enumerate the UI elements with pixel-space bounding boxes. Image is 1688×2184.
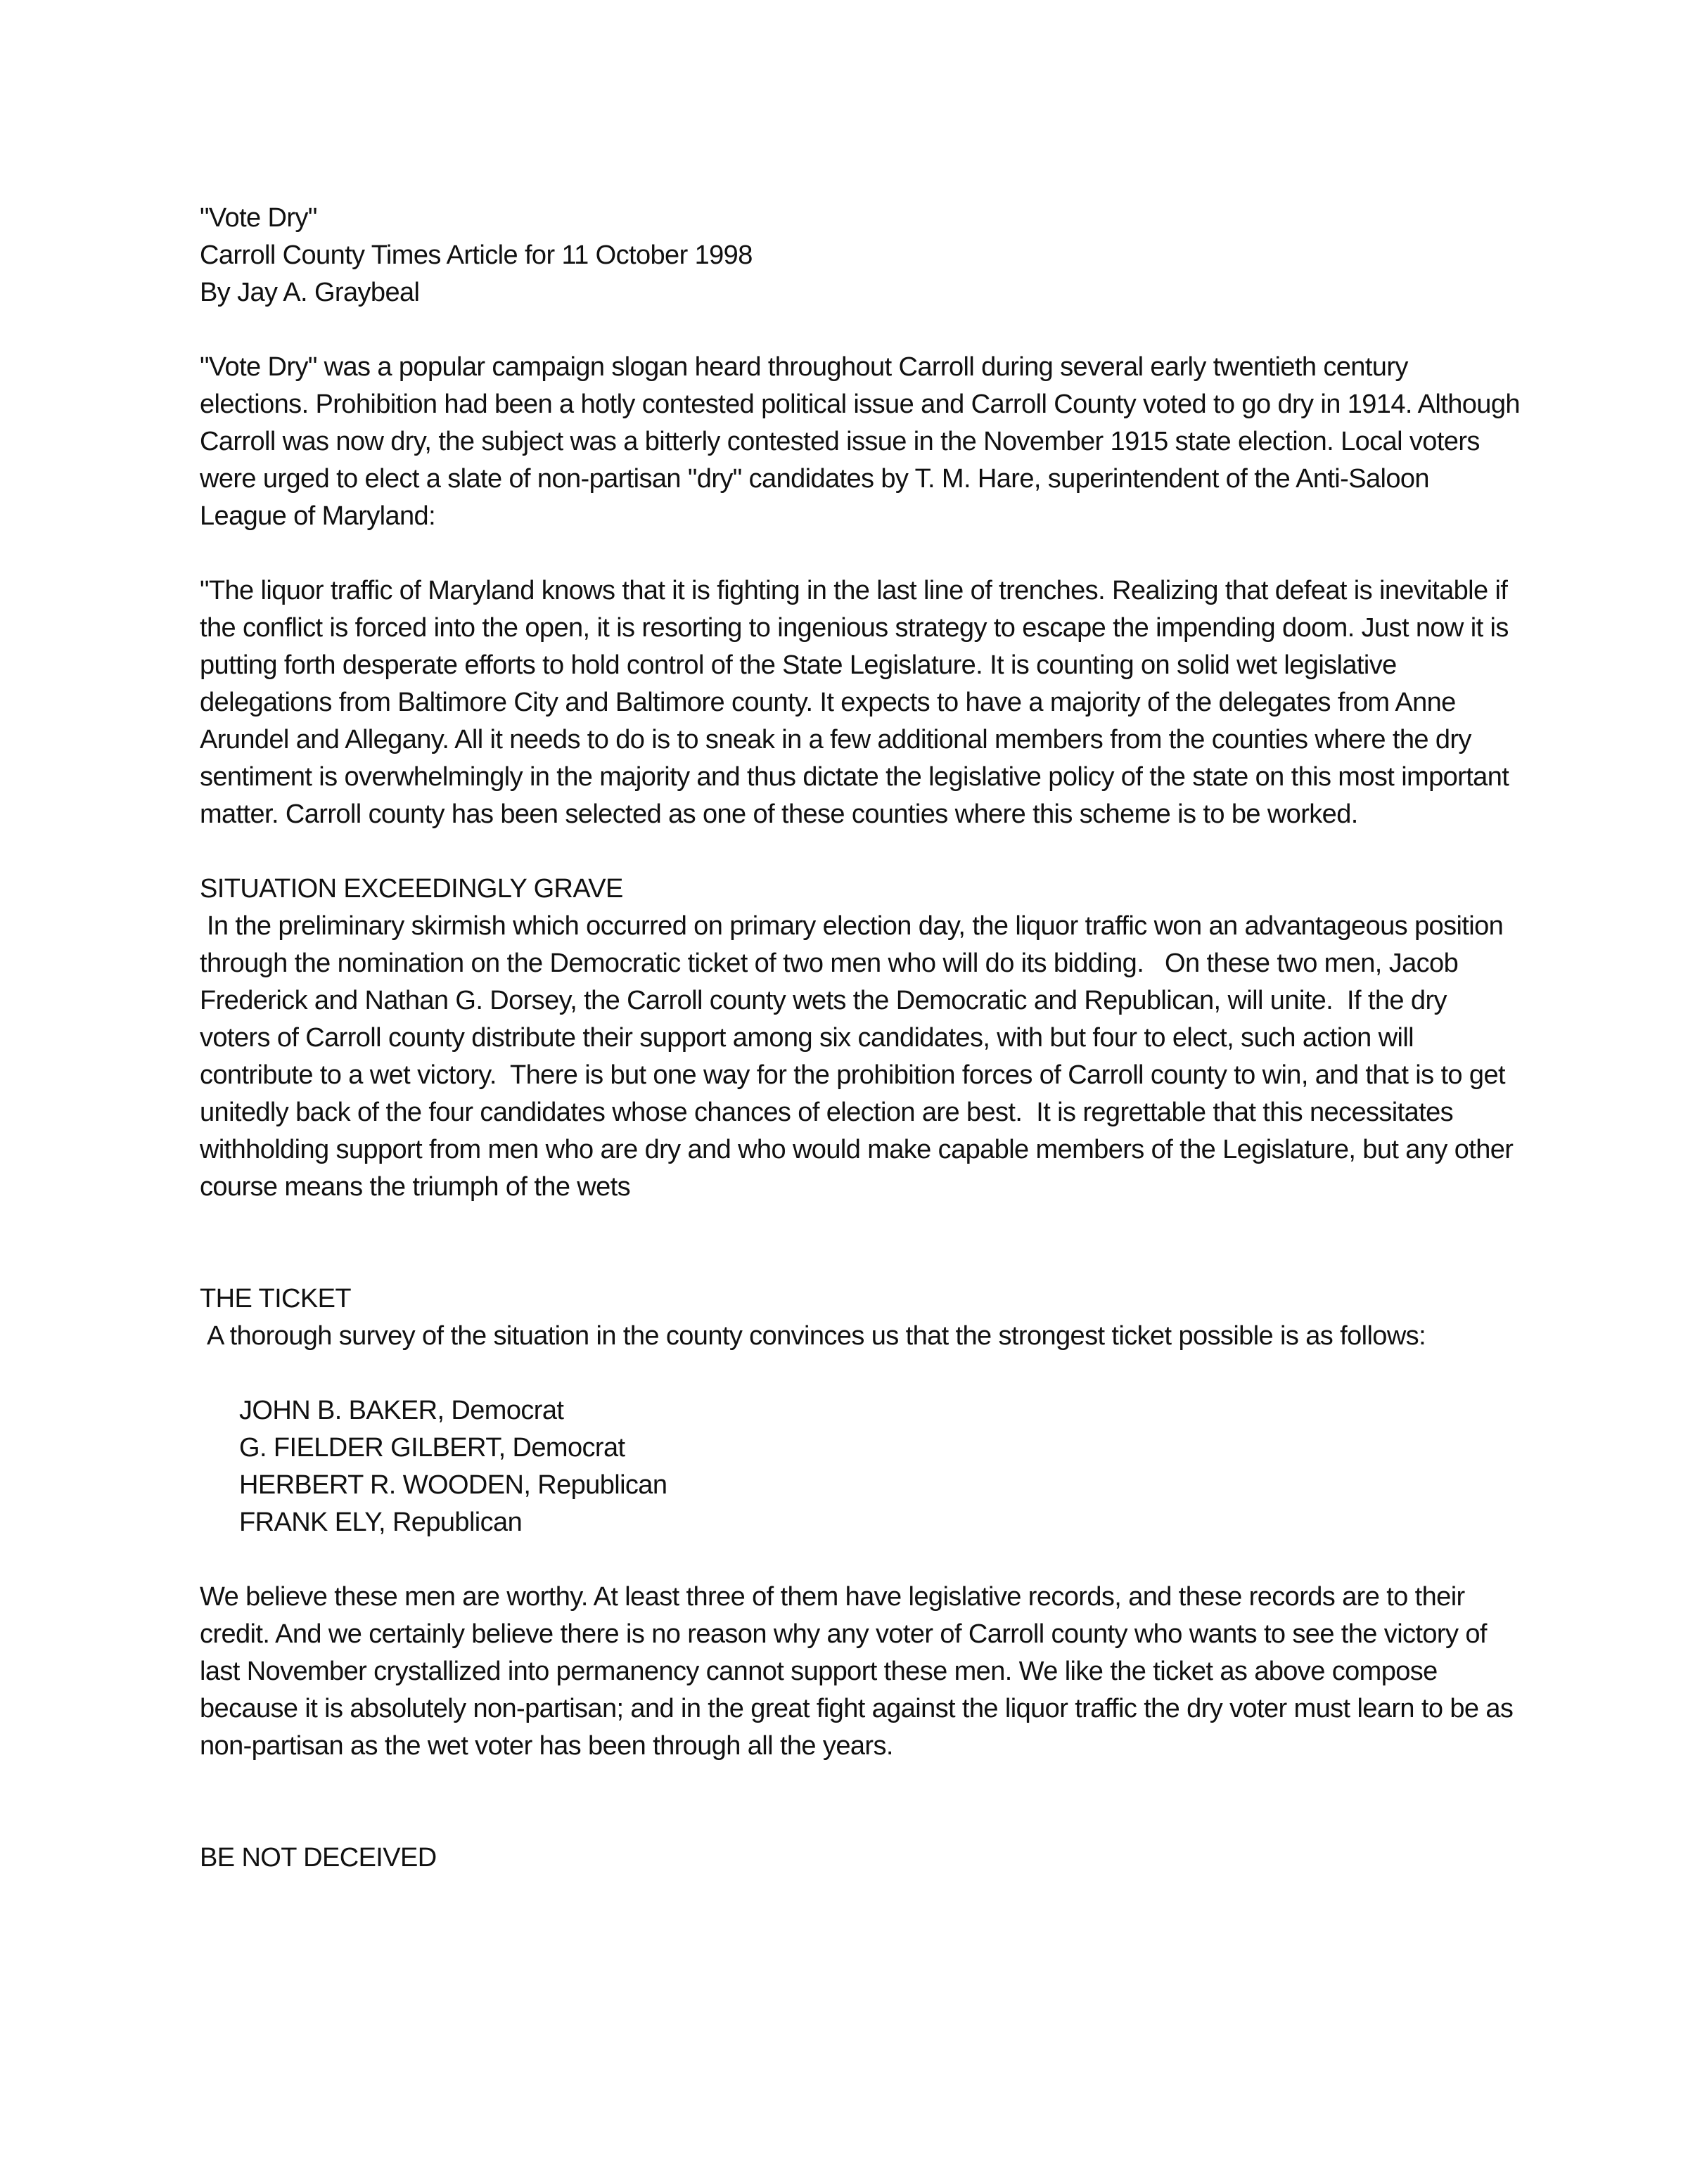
section-body: A thorough survey of the situation in the county convinces us that the strongest ticket possible is as follows: <box>200 1321 1426 1351</box>
spacer <box>200 1541 1522 1579</box>
publication-line: Carroll County Times Article for 11 October 1998 <box>200 240 753 270</box>
section-ticket <box>200 1280 1522 1765</box>
closing-paragraph: We believe these men are worthy. At least three of them have legislative records, and these records are to their credit. And we certainly believe there is no reason why any voter of Carroll county who wants to see the victory of last November crystallized into permanency cannot support these men. We like the ticket as above compose because it is absolutely non-partisan; and in the great fight against the liquor traffic the dry voter must learn to be as non-partisan as the wet voter has been through all the years. <box>200 1582 1514 1761</box>
spacer <box>200 1355 1522 1392</box>
spacer <box>200 1206 1522 1280</box>
document-page <box>200 200 1522 1877</box>
candidate-item: HERBERT R. WOODEN, Republican <box>239 1470 667 1500</box>
spacer <box>200 833 1522 871</box>
candidate-item: FRANK ELY, Republican <box>239 1508 523 1537</box>
section-situation <box>200 871 1522 1206</box>
section-heading: BE NOT DECEIVED <box>200 1843 437 1873</box>
byline: By Jay A. Graybeal <box>200 278 420 307</box>
section-be-not-deceived <box>200 1839 1522 1877</box>
spacer <box>200 1765 1522 1839</box>
section-heading: SITUATION EXCEEDINGLY GRAVE <box>200 874 623 904</box>
section-body: In the preliminary skirmish which occurred on primary election day, the liquor traffic won an advantageous position through the nomination on the Democratic ticket of two men who will do its bidding. On these two men, Jacob Frederick and Nathan G. Dorsey, the Carroll county wets the Democratic and Republican, will unite. If the dry voters of Carroll county distribute their support among six candidates, with but four to elect, such action will contribute to a wet victory. There is but one way for the prohibition forces of Carroll county to win, and that is to get unitedly back of the four candidates whose chances of election are best. It is regrettable that this necessitates withholding support from men who are dry and who would make capable members of the Legislature, but any other course means the triumph of the wets <box>200 911 1521 1202</box>
article-header <box>200 200 1522 311</box>
candidate-item: G. FIELDER GILBERT, Democrat <box>239 1433 625 1463</box>
section-heading: THE TICKET <box>200 1284 351 1313</box>
spacer <box>200 535 1522 572</box>
article-title: "Vote Dry" <box>200 203 317 233</box>
candidate-list <box>200 1392 1522 1541</box>
quote-paragraph: "The liquor traffic of Maryland knows that it is fighting in the last line of trenches. Realizing that defeat is inevitable if the conflict is forced into the open, it is resorting to ingenious strategy to escape the impending doom. Just now it is putting forth desperate efforts to hold control of the State Legislature. It is counting on solid wet legislative delegations from Baltimore City and Baltimore county. It expects to have a majority of the delegates from Anne Arundel and Allegany. All it needs to do is to sneak in a few additional members from the counties where the dry sentiment is overwhelmingly in the majority and thus dictate the legislative policy of the state on this most important matter. Carroll county has been selected as one of these counties where this scheme is to be worked. <box>200 576 1509 829</box>
intro-paragraph: "Vote Dry" was a popular campaign slogan heard throughout Carroll during several early twentieth century elections. Prohibition had been a hotly contested political issue and Carroll County voted to go dry in 1914. Although Carroll was now dry, the subject was a bitterly contested issue in the November 1915 state election. Local voters were urged to elect a slate of non-partisan "dry" candidates by T. M. Hare, superintendent of the Anti-Saloon League of Maryland: <box>200 352 1520 531</box>
candidate-item: JOHN B. BAKER, Democrat <box>239 1396 564 1425</box>
spacer <box>200 311 1522 349</box>
